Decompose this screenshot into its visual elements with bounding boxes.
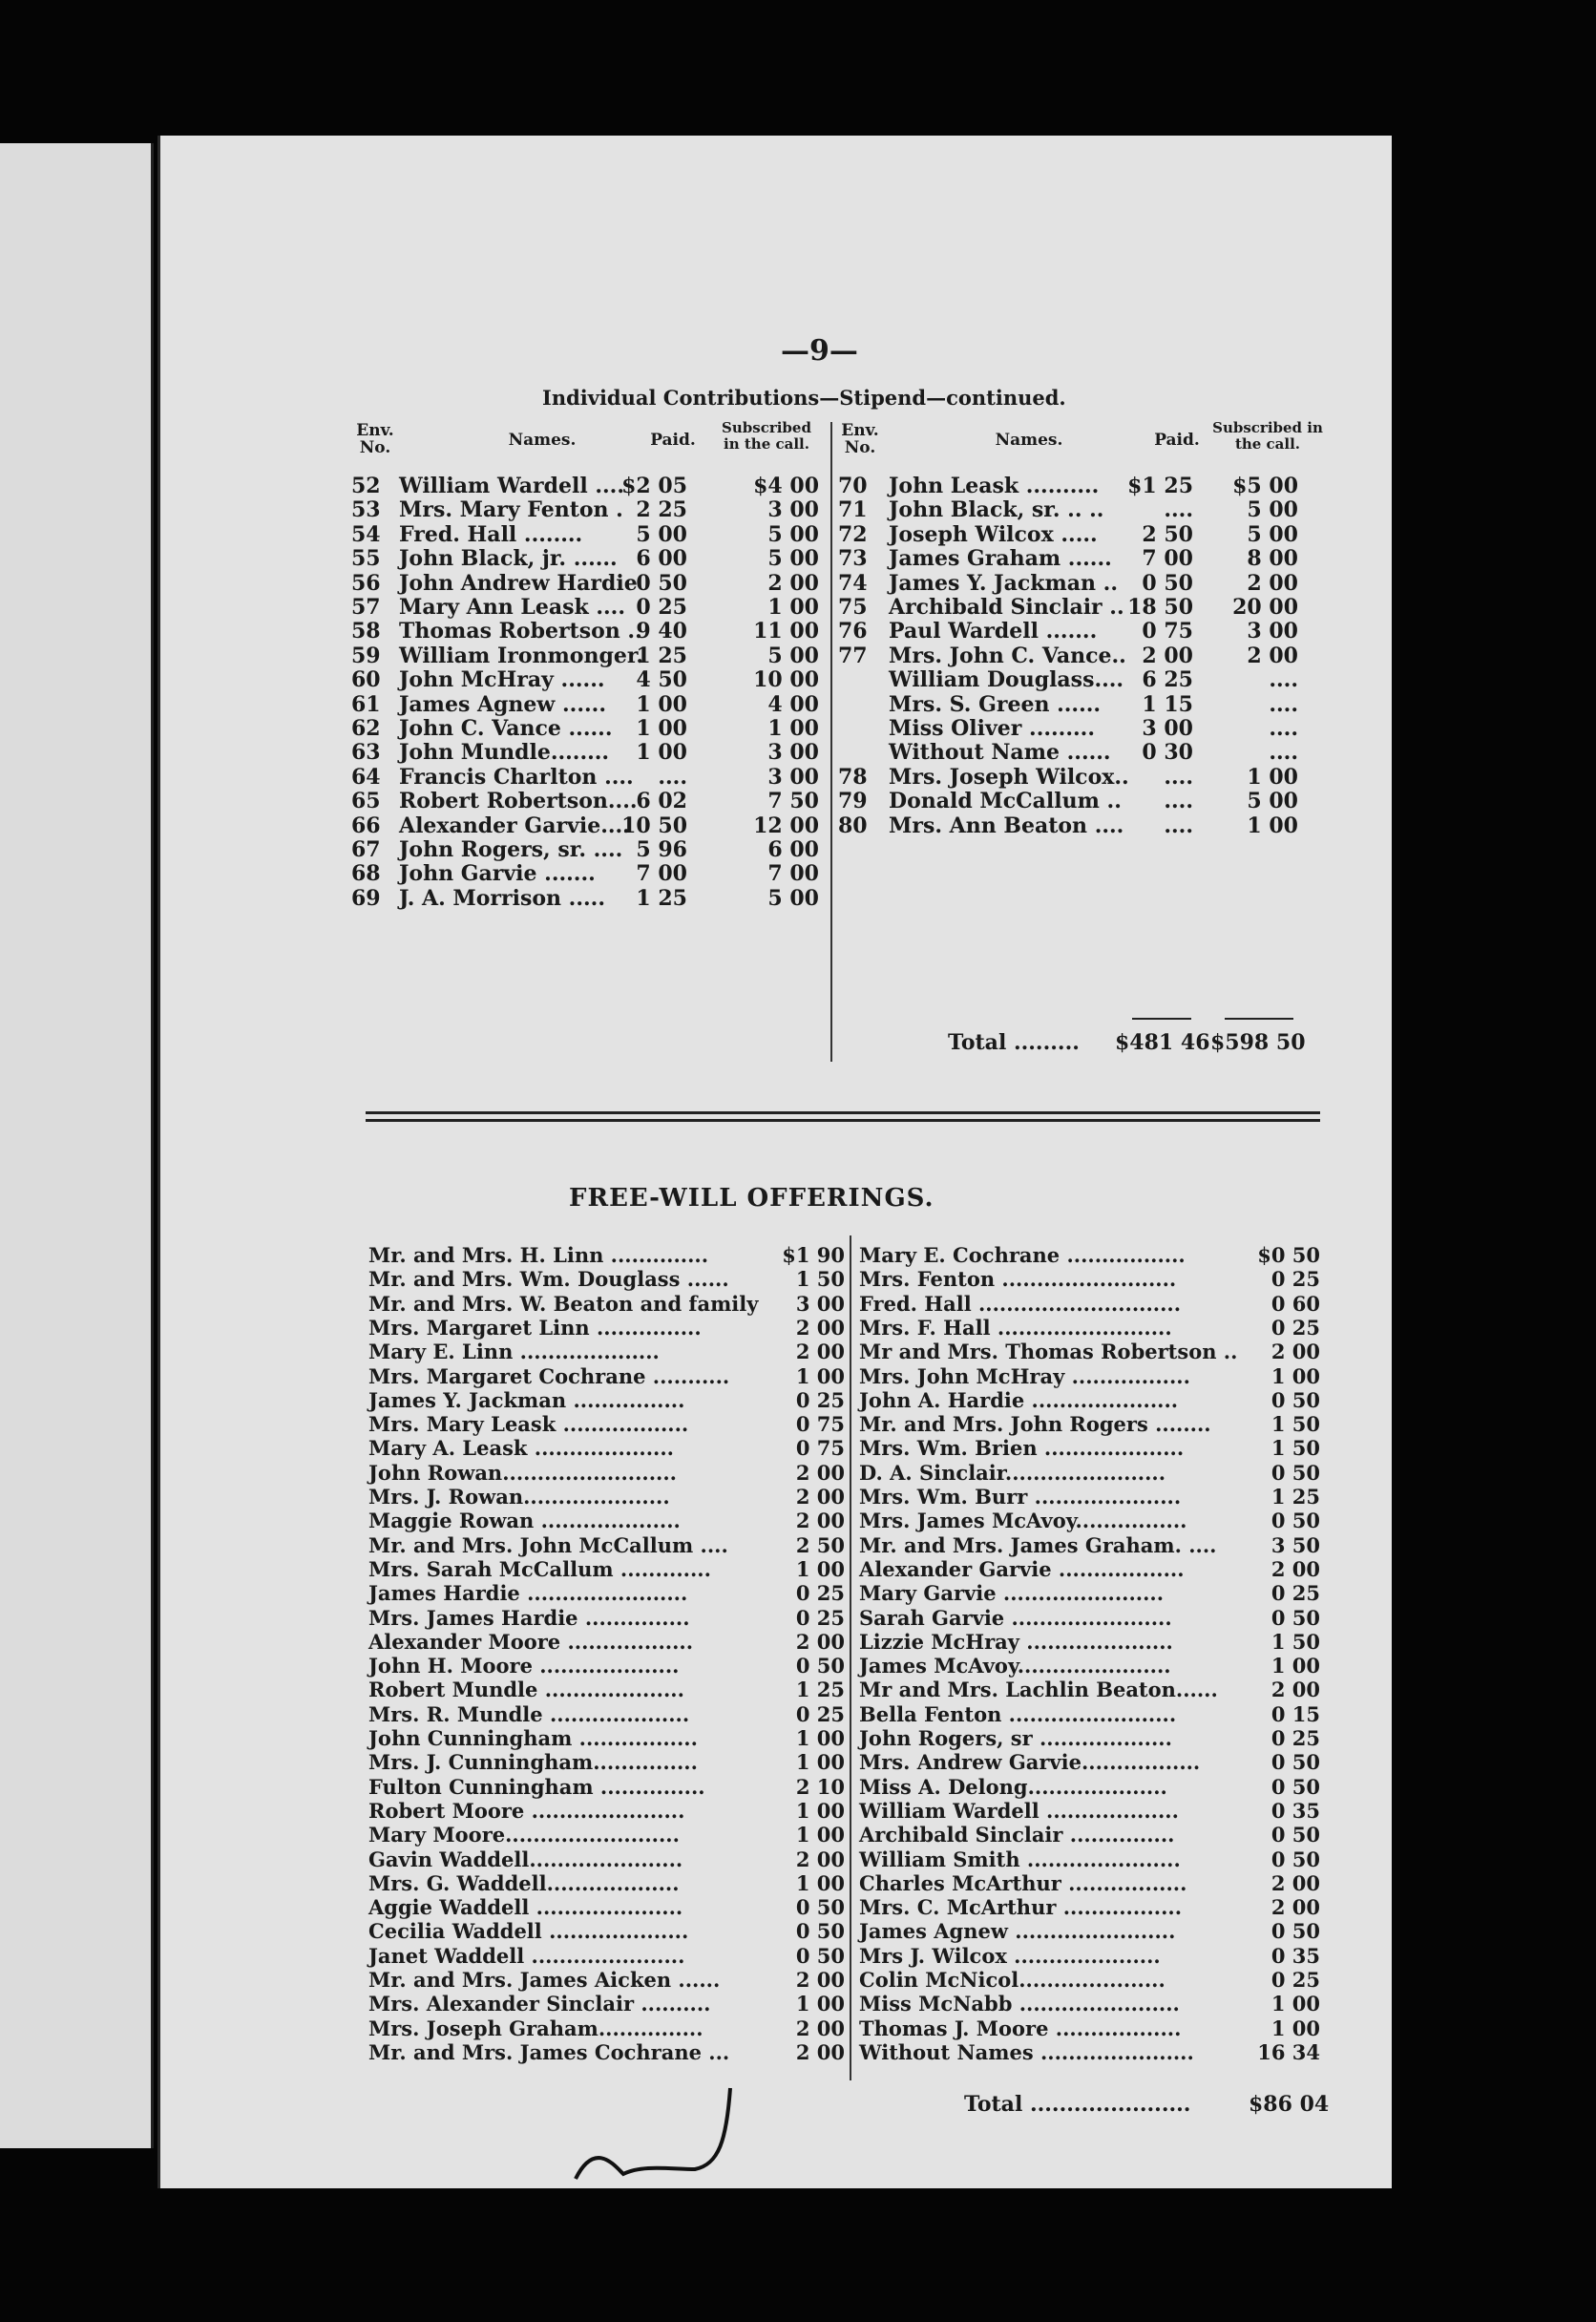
env-number: 80	[838, 813, 868, 838]
offering-amount: 0 50	[795, 1654, 845, 1678]
offering-name: Alexander Garvie ..................	[859, 1556, 1185, 1581]
offering-name: Alexander Moore ..................	[368, 1629, 694, 1654]
paid-amount: 7 00	[636, 861, 687, 887]
offering-name: Fred. Hall .............................	[859, 1291, 1182, 1316]
subscribed-amount: 5 00	[1247, 497, 1298, 523]
env-number: 64	[351, 764, 381, 790]
offering-name: Mrs. Fenton .........................	[859, 1267, 1177, 1292]
offering-amount: 1 25	[1270, 1485, 1320, 1509]
contributor-name: Donald McCallum ..	[889, 789, 1122, 814]
offering-name: Mrs. Sarah McCallum .............	[368, 1556, 711, 1581]
offering-name: Mr and Mrs. Thomas Robertson ..	[859, 1340, 1238, 1364]
offering-name: Fulton Cunningham ...............	[368, 1774, 705, 1799]
subscribed-amount: 3 00	[767, 764, 819, 790]
offering-name: Mrs. R. Mundle ....................	[368, 1701, 690, 1726]
offering-name: Maggie Rowan ....................	[368, 1509, 681, 1533]
paid-amount: 1 25	[636, 643, 687, 668]
offering-name: Mr. and Mrs. James Graham. ....	[859, 1532, 1217, 1557]
total-paid: $481 46	[1115, 1030, 1210, 1055]
contributor-name: Mrs. John C. Vance..	[889, 643, 1126, 668]
double-rule-bottom	[366, 1119, 1320, 1122]
paid-amount: 0 50	[1142, 570, 1193, 596]
offering-name: Mary E. Cochrane .................	[859, 1243, 1186, 1267]
offering-amount: 0 35	[1270, 1943, 1320, 1968]
contributor-name: Fred. Hall ........	[399, 521, 583, 547]
offering-amount: 1 00	[795, 1823, 845, 1847]
env-number: 70	[838, 474, 868, 498]
env-number: 56	[351, 570, 381, 596]
env-number: 78	[838, 764, 868, 790]
subscribed-amount: $5 00	[1232, 474, 1298, 498]
env-number: 65	[351, 789, 381, 814]
page-number: —9—	[781, 334, 858, 368]
contributor-name: Thomas Robertson ..	[399, 619, 642, 644]
offering-name: John Rogers, sr ...................	[859, 1726, 1172, 1750]
paid-amount: 2 00	[1142, 643, 1193, 668]
subscribed-amount: 5 00	[767, 521, 819, 547]
offering-name: Without Names ......................	[859, 2039, 1194, 2064]
offering-amount: 1 50	[1270, 1412, 1320, 1437]
offering-amount: 0 25	[1270, 1267, 1320, 1292]
offering-amount: 0 50	[1270, 1460, 1320, 1485]
subscribed-amount: 4 00	[767, 691, 819, 717]
subscribed-amount: 1 00	[767, 716, 819, 741]
document-page	[158, 136, 1392, 2188]
offering-amount: 1 00	[1270, 1363, 1320, 1388]
contributor-name: John C. Vance ......	[399, 716, 613, 741]
offering-name: Mrs. Joseph Graham...............	[368, 2016, 704, 2040]
header-subscribed-right: Subscribed in the call.	[1212, 419, 1323, 453]
offering-name: Mary A. Leask ....................	[368, 1436, 674, 1461]
subscribed-amount: 5 00	[767, 546, 819, 572]
contributor-name: Mrs. Ann Beaton ....	[889, 813, 1124, 838]
offering-name: D. A. Sinclair.......................	[859, 1460, 1166, 1485]
offering-amount: 2 00	[795, 1340, 845, 1364]
subscribed-amount: ....	[1269, 667, 1298, 693]
paid-amount: 2 25	[636, 497, 687, 523]
header-names-left: Names.	[508, 431, 577, 450]
offering-amount: 0 25	[795, 1387, 845, 1412]
subscribed-amount: 11 00	[753, 619, 819, 644]
offering-amount: 0 50	[795, 1919, 845, 1944]
offering-amount: 1 00	[795, 1556, 845, 1581]
contributor-name: Alexander Garvie....	[399, 813, 630, 838]
contributor-name: John Andrew Hardie	[399, 570, 638, 596]
offering-amount: 2 00	[795, 1509, 845, 1533]
env-number: 74	[838, 570, 868, 596]
offering-amount: 1 25	[795, 1678, 845, 1702]
section-title-individual-contributions: Individual Contributions—Stipend—continued.	[542, 386, 1066, 410]
offering-name: Mrs. G. Waddell...................	[368, 1870, 680, 1895]
env-number: 75	[838, 595, 868, 620]
header-paid-right: Paid.	[1154, 431, 1200, 450]
offering-name: Robert Mundle ....................	[368, 1678, 684, 1702]
offering-amount: 1 00	[1270, 1992, 1320, 2016]
paid-amount: ....	[1164, 497, 1193, 523]
env-number: 59	[351, 643, 381, 668]
contributor-name: John Black, jr. ......	[399, 546, 618, 572]
offering-name: Mr. and Mrs. H. Linn ..............	[368, 1243, 709, 1267]
offering-amount: 0 60	[1270, 1291, 1320, 1316]
offering-amount: 1 00	[795, 1798, 845, 1823]
offering-amount: 2 00	[795, 1847, 845, 1871]
handwritten-mark	[566, 2074, 757, 2188]
offering-amount: 1 50	[1270, 1629, 1320, 1654]
offering-name: Charles McArthur .................	[859, 1870, 1187, 1895]
subscribed-amount: 2 00	[767, 570, 819, 596]
offering-amount: 2 00	[1270, 1895, 1320, 1920]
offering-name: John H. Moore ....................	[368, 1654, 680, 1678]
env-number: 68	[351, 861, 381, 887]
subscribed-amount: 1 00	[1247, 764, 1298, 790]
offering-amount: 3 50	[1270, 1532, 1320, 1557]
paid-amount: 3 00	[1142, 716, 1193, 741]
offering-name: Mrs. Margaret Linn ...............	[368, 1315, 702, 1340]
total-rule-subscribed	[1225, 1018, 1293, 1020]
paid-amount: 0 75	[1142, 619, 1193, 644]
subscribed-amount: 7 50	[767, 789, 819, 814]
offering-amount: 2 00	[795, 1315, 845, 1340]
env-number: 73	[838, 546, 868, 572]
paid-amount: 4 50	[636, 667, 687, 693]
subscribed-amount: ....	[1269, 716, 1298, 741]
paid-amount: ....	[1164, 789, 1193, 814]
env-number: 79	[838, 789, 868, 814]
offering-name: Lizzie McHray .....................	[859, 1629, 1173, 1654]
env-number: 72	[838, 521, 868, 547]
offering-amount: 3 00	[795, 1291, 845, 1316]
total-rule-paid	[1132, 1018, 1191, 1020]
offering-name: John A. Hardie .....................	[859, 1387, 1179, 1412]
paid-amount: ....	[1164, 764, 1193, 790]
paid-amount: $2 05	[621, 474, 687, 498]
offering-amount: 2 50	[795, 1532, 845, 1557]
offering-name: Mrs. Alexander Sinclair ..........	[368, 1992, 711, 2016]
header-env-no-left: Env. No.	[356, 421, 394, 457]
subscribed-amount: 5 00	[1247, 789, 1298, 814]
offering-name: Mrs. F. Hall .........................	[859, 1315, 1172, 1340]
offering-amount: 0 25	[795, 1701, 845, 1726]
offering-name: Mrs. Margaret Cochrane ...........	[368, 1363, 730, 1388]
subscribed-amount: 10 00	[753, 667, 819, 693]
header-env-no-right: Env. No.	[841, 421, 879, 457]
offering-amount: 0 25	[1270, 1726, 1320, 1750]
env-number: 61	[351, 691, 381, 717]
contributor-name: Robert Robertson....	[399, 789, 638, 814]
contributor-name: Without Name ......	[889, 740, 1111, 766]
env-number: 63	[351, 740, 381, 766]
subscribed-amount: 2 00	[1247, 643, 1298, 668]
offering-name: Mrs. J. Rowan.....................	[368, 1485, 670, 1509]
adjacent-page-edge	[0, 143, 154, 2148]
offering-amount: 0 50	[1270, 1509, 1320, 1533]
paid-amount: 0 30	[1142, 740, 1193, 766]
env-number: 62	[351, 716, 381, 741]
env-number: 71	[838, 497, 868, 523]
subscribed-amount: 1 00	[1247, 813, 1298, 838]
offering-name: Mrs. Wm. Burr .....................	[859, 1485, 1182, 1509]
env-number: 53	[351, 497, 381, 523]
offering-amount: 0 25	[1270, 1968, 1320, 1992]
paid-amount: 2 50	[1142, 521, 1193, 547]
offering-amount: 16 34	[1257, 2039, 1320, 2064]
offering-name: Mrs. John McHray .................	[859, 1363, 1190, 1388]
env-number: 77	[838, 643, 868, 668]
offering-amount: 0 35	[1270, 1798, 1320, 1823]
contributor-name: James Y. Jackman ..	[889, 570, 1118, 596]
offering-name: Miss A. Delong....................	[859, 1774, 1167, 1799]
offering-name: Mr. and Mrs. James Cochrane ...	[368, 2039, 730, 2064]
offering-name: Mr. and Mrs. Wm. Douglass ......	[368, 1267, 729, 1292]
offering-name: Mr and Mrs. Lachlin Beaton......	[859, 1678, 1218, 1702]
offering-name: James Agnew .......................	[859, 1919, 1176, 1944]
offering-name: Robert Moore ......................	[368, 1798, 685, 1823]
contributor-name: John Leask ..........	[889, 474, 1100, 498]
offering-amount: 2 00	[1270, 1340, 1320, 1364]
subscribed-amount: 3 00	[1247, 619, 1298, 644]
offering-amount: 1 00	[795, 1992, 845, 2016]
env-number: 57	[351, 595, 381, 620]
offering-amount: 0 75	[795, 1412, 845, 1437]
contributor-name: Archibald Sinclair ..	[889, 595, 1124, 620]
offering-name: Aggie Waddell .....................	[368, 1895, 683, 1920]
contributor-name: John Garvie .......	[399, 861, 596, 887]
offering-amount: 1 00	[795, 1363, 845, 1388]
offering-name: Mrs. Andrew Garvie.................	[859, 1750, 1201, 1775]
subscribed-amount: 5 00	[767, 643, 819, 668]
paid-amount: 1 15	[1142, 691, 1193, 717]
offering-amount: 0 50	[1270, 1823, 1320, 1847]
offering-name: Mr. and Mrs. W. Beaton and family	[368, 1291, 759, 1316]
paid-amount: 1 00	[636, 716, 687, 741]
offering-amount: 2 00	[1270, 1870, 1320, 1895]
free-will-total-label: Total ......................	[964, 2092, 1191, 2117]
contributor-name: Joseph Wilcox .....	[889, 521, 1098, 547]
contributor-name: James Agnew ......	[399, 691, 606, 717]
contributor-name: Mrs. S. Green ......	[889, 691, 1102, 717]
offering-amount: 1 00	[795, 1750, 845, 1775]
double-rule-top	[366, 1111, 1320, 1114]
env-number: 54	[351, 521, 381, 547]
column-divider-individual	[830, 422, 832, 1062]
paid-amount: 1 25	[636, 885, 687, 911]
paid-amount: 5 00	[636, 521, 687, 547]
header-subscribed-left: Subscribed in the call.	[722, 419, 811, 453]
contributor-name: John Mundle........	[399, 740, 610, 766]
contributor-name: William Douglass....	[889, 667, 1124, 693]
env-number: 52	[351, 474, 381, 498]
paid-amount: 7 00	[1142, 546, 1193, 572]
subscribed-amount: 3 00	[767, 497, 819, 523]
offering-name: John Cunningham .................	[368, 1726, 698, 1750]
env-number: 67	[351, 837, 381, 862]
contributor-name: John Rogers, sr. ....	[399, 837, 623, 862]
offering-amount: 0 50	[1270, 1919, 1320, 1944]
paid-amount: 6 00	[636, 546, 687, 572]
subscribed-amount: 5 00	[767, 885, 819, 911]
offering-amount: 2 00	[795, 1968, 845, 1992]
contributor-name: Francis Charlton ....	[399, 764, 634, 790]
offering-name: James Hardie .......................	[368, 1581, 688, 1606]
offering-amount: $0 50	[1257, 1243, 1320, 1267]
offering-amount: 0 75	[795, 1436, 845, 1461]
paid-amount: 1 00	[636, 740, 687, 766]
offering-name: Mr. and Mrs. John Rogers ........	[859, 1412, 1211, 1437]
total-subscribed: $598 50	[1210, 1030, 1306, 1055]
contributor-name: Mrs. Joseph Wilcox..	[889, 764, 1129, 790]
offering-name: Mary Garvie .......................	[859, 1581, 1165, 1606]
env-number: 66	[351, 813, 381, 838]
offering-name: Mrs. J. Cunningham...............	[368, 1750, 698, 1775]
offering-name: Sarah Garvie .......................	[859, 1605, 1172, 1630]
offering-amount: 0 25	[1270, 1315, 1320, 1340]
paid-amount: ....	[658, 764, 687, 790]
subscribed-amount: 2 00	[1247, 570, 1298, 596]
offering-name: Gavin Waddell......................	[368, 1847, 683, 1871]
offering-name: Mrs J. Wilcox .....................	[859, 1943, 1161, 1968]
offering-name: Mrs. James McAvoy................	[859, 1509, 1187, 1533]
contributor-name: J. A. Morrison .....	[399, 885, 605, 911]
offering-name: Mrs. Wm. Brien ....................	[859, 1436, 1185, 1461]
subscribed-amount: ....	[1269, 740, 1298, 766]
env-number: 69	[351, 885, 381, 911]
paid-amount: 6 25	[1142, 667, 1193, 693]
contributor-name: William Wardell ....	[399, 474, 624, 498]
subscribed-amount: 12 00	[753, 813, 819, 838]
offering-amount: 0 25	[795, 1581, 845, 1606]
paid-amount: 9 40	[636, 619, 687, 644]
offering-name: James McAvoy......................	[859, 1654, 1171, 1678]
subscribed-amount: 20 00	[1232, 595, 1298, 620]
contributor-name: Paul Wardell .......	[889, 619, 1098, 644]
free-will-total-amount: $86 04	[1249, 2092, 1330, 2117]
offering-name: Mary Moore.........................	[368, 1823, 680, 1847]
offering-name: William Wardell ...................	[859, 1798, 1179, 1823]
offering-amount: 2 00	[795, 2039, 845, 2064]
subscribed-amount: 1 00	[767, 595, 819, 620]
offering-amount: 2 00	[795, 2016, 845, 2040]
contributor-name: William Ironmonger.	[399, 643, 644, 668]
column-divider-free-will	[850, 1235, 851, 2080]
paid-amount: 1 00	[636, 691, 687, 717]
offering-amount: 0 50	[1270, 1750, 1320, 1775]
offering-amount: 2 00	[1270, 1556, 1320, 1581]
offering-amount: 2 00	[795, 1485, 845, 1509]
offering-name: Colin McNicol.....................	[859, 1968, 1166, 1992]
offering-amount: 1 00	[1270, 1654, 1320, 1678]
subscribed-amount: 3 00	[767, 740, 819, 766]
offering-name: James Y. Jackman ................	[368, 1387, 685, 1412]
offering-amount: 0 15	[1270, 1701, 1320, 1726]
paid-amount: ....	[1164, 813, 1193, 838]
contributor-name: John McHray ......	[399, 667, 605, 693]
offering-name: Mrs. James Hardie ...............	[368, 1605, 690, 1630]
offering-amount: 2 00	[1270, 1678, 1320, 1702]
offering-amount: 1 50	[795, 1267, 845, 1292]
offering-amount: 2 10	[795, 1774, 845, 1799]
paid-amount: 5 96	[636, 837, 687, 862]
subscribed-amount: 8 00	[1247, 546, 1298, 572]
offering-amount: 1 00	[795, 1726, 845, 1750]
offering-amount: 2 00	[795, 1460, 845, 1485]
offering-name: Cecilia Waddell ....................	[368, 1919, 689, 1944]
env-number: 58	[351, 619, 381, 644]
paid-amount: 10 50	[621, 813, 687, 838]
offering-name: Thomas J. Moore ..................	[859, 2016, 1182, 2040]
paid-amount: 6 02	[636, 789, 687, 814]
paid-amount: 0 50	[636, 570, 687, 596]
env-number: 60	[351, 667, 381, 693]
offering-name: Miss McNabb .......................	[859, 1992, 1180, 2016]
offering-name: Mr. and Mrs. John McCallum ....	[368, 1532, 728, 1557]
offering-amount: 2 00	[795, 1629, 845, 1654]
header-names-right: Names.	[995, 431, 1063, 450]
total-label: Total .........	[948, 1030, 1080, 1055]
subscribed-amount: 6 00	[767, 837, 819, 862]
offering-amount: 0 50	[795, 1895, 845, 1920]
paid-amount: 0 25	[636, 595, 687, 620]
offering-name: Mrs. C. McArthur .................	[859, 1895, 1183, 1920]
offering-amount: $1 90	[782, 1243, 845, 1267]
subscribed-amount: 5 00	[1247, 521, 1298, 547]
offering-name: Mary E. Linn ....................	[368, 1340, 660, 1364]
offering-amount: 0 50	[1270, 1387, 1320, 1412]
env-number: 55	[351, 546, 381, 572]
section-title-free-will-offerings: FREE-WILL OFFERINGS.	[569, 1184, 934, 1213]
subscribed-amount: $4 00	[753, 474, 819, 498]
offering-name: Janet Waddell ......................	[368, 1943, 685, 1968]
contributor-name: James Graham ......	[889, 546, 1112, 572]
subscribed-amount: 7 00	[767, 861, 819, 887]
paid-amount: $1 25	[1127, 474, 1193, 498]
offering-amount: 1 50	[1270, 1436, 1320, 1461]
offering-amount: 0 25	[795, 1605, 845, 1630]
offering-name: Bella Fenton ........................	[859, 1701, 1177, 1726]
subscribed-amount: ....	[1269, 691, 1298, 717]
contributor-name: Mrs. Mary Fenton .	[399, 497, 623, 523]
header-paid-left: Paid.	[650, 431, 696, 450]
env-number: 76	[838, 619, 868, 644]
offering-name: William Smith ......................	[859, 1847, 1181, 1871]
offering-amount: 0 25	[1270, 1581, 1320, 1606]
offering-amount: 0 50	[1270, 1605, 1320, 1630]
offering-amount: 0 50	[1270, 1774, 1320, 1799]
offering-name: John Rowan.........................	[368, 1460, 677, 1485]
offering-name: Mr. and Mrs. James Aicken ......	[368, 1968, 721, 1992]
paid-amount: 18 50	[1127, 595, 1193, 620]
contributor-name: Miss Oliver .........	[889, 716, 1095, 741]
offering-amount: 1 00	[1270, 2016, 1320, 2040]
contributor-name: Mary Ann Leask ....	[399, 595, 626, 620]
contributor-name: John Black, sr. .. ..	[889, 497, 1104, 523]
offering-amount: 0 50	[1270, 1847, 1320, 1871]
offering-amount: 0 50	[795, 1943, 845, 1968]
offering-name: Archibald Sinclair ...............	[859, 1823, 1175, 1847]
offering-amount: 1 00	[795, 1870, 845, 1895]
offering-name: Mrs. Mary Leask ..................	[368, 1412, 689, 1437]
